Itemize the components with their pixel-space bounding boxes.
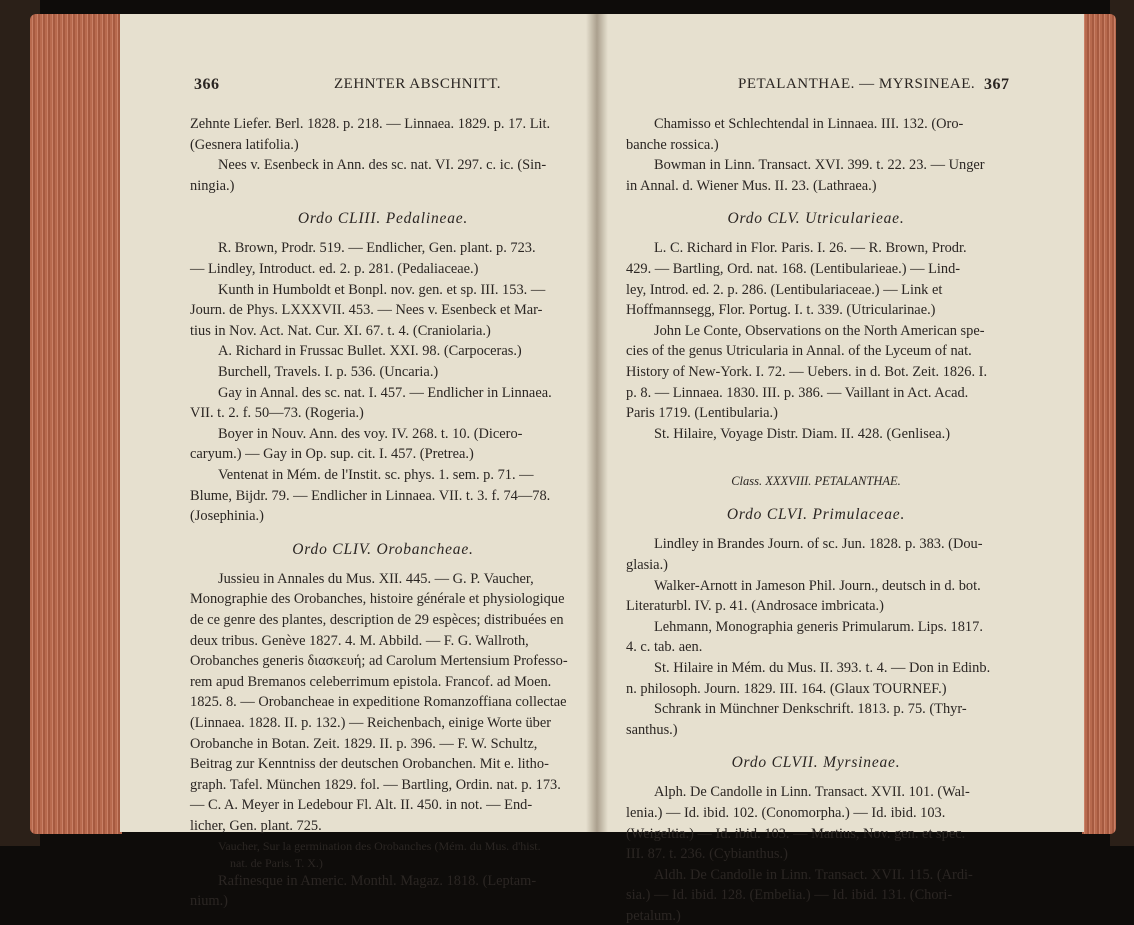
right-page-line: p. 8. — Linnaea. 1830. III. p. 386. — Vaillant in Act. Acad. (626, 384, 969, 401)
left-page-line: Zehnte Liefer. Berl. 1828. p. 218. — Linnaea. 1829. p. 17. Lit. (190, 116, 551, 132)
right-page-line: L. C. Richard in Flor. Paris. I. 26. — R. Brown, Prodr. (654, 240, 967, 257)
left-running-title: ZEHNTER ABSCHNITT. (334, 76, 502, 92)
right-page-line: ley, Introd. ed. 2. p. 286. (Lentibulariaceae.) — Link et (626, 281, 943, 298)
left-page-line: Gay in Annal. des sc. nat. I. 457. — Endlicher in Linnaea. (218, 384, 552, 401)
right-page (596, 14, 1084, 924)
left-page-line: VII. t. 2. f. 50—73. (Rogeria.) (190, 405, 364, 422)
right-page-line: Alph. De Candolle in Linn. Transact. XVII. 101. (Wal- (654, 784, 970, 801)
right-page-line: 429. — Bartling, Ord. nat. 168. (Lentibularieae.) — Lind- (626, 261, 961, 277)
left-page-line: Burchell, Travels. I. p. 536. (Uncaria.) (218, 364, 439, 380)
right-page-line: lenia.) — Id. ibid. 102. (Conomorpha.) — Id. ibid. 103. (626, 805, 946, 821)
right-page-line: Schrank in Münchner Denkschrift. 1813. p. 75. (Thyr- (654, 701, 967, 718)
right-page-line: petalum.) (626, 908, 681, 924)
right-page-line: John Le Conte, Observations on the North American spe- (654, 322, 985, 339)
left-page-line: Orobanches generis διασκευή; ad Carolum Mertensium Professo- (190, 653, 568, 670)
left-page-line: ningia.) (190, 177, 235, 194)
left-page-line: Beitrag zur Kenntniss der deutschen Orobanchen. Mit e. litho- (190, 756, 549, 773)
left-page-line: Ventenat in Mém. de l'Instit. sc. phys. 1. sem. p. 71. — (218, 467, 534, 483)
left-page-line: graph. Tafel. München 1829. fol. — Bartling, Ordin. nat. p. 173. (190, 776, 561, 793)
left-page-line: rem apud Bremanos celeberrimum epistola. Francof. ad Moen. (190, 673, 552, 690)
left-running-head (194, 76, 574, 94)
right-page-line: 4. c. tab. aen. (626, 639, 703, 656)
right-page-line: Aldh. De Candolle in Linn. Transact. XVII. 115. (Ardi- (654, 866, 973, 883)
left-page-line: nat. de Paris. T. X.) (230, 855, 323, 870)
right-running-title: PETALANTHAE. — MYRSINEAE. (738, 76, 976, 92)
left-page-line: A. Richard in Frussac Bullet. XXI. 98. (Carpoceras.) (218, 343, 522, 360)
left-page-line: Jussieu in Annales du Mus. XII. 445. — G. P. Vaucher, (218, 570, 534, 587)
right-page-line: Chamisso et Schlechtendal in Linnaea. III. 132. (Oro- (654, 116, 964, 132)
left-page-line: Monographie des Orobanches, histoire générale et physiologique (190, 591, 565, 608)
left-page-line: (Gesnera latifolia.) (190, 136, 299, 153)
right-page-number: 367 (984, 76, 1010, 93)
left-page-line: Ordo CLIV. Orobancheae. (292, 540, 474, 558)
right-page-line: n. philosoph. Journ. 1829. III. 164. (Glaux TOURNEF.) (626, 680, 947, 697)
right-page-line: sia.) — Id. ibid. 128. (Embelia.) — Id. ibid. 131. (Chori- (626, 887, 953, 904)
right-page-line: Lehmann, Monographia generis Primularum. Lips. 1817. (654, 618, 983, 635)
left-page-line: R. Brown, Prodr. 519. — Endlicher, Gen. plant. p. 723. (218, 240, 536, 257)
right-page-line: Ordo CLVI. Primulaceae. (726, 506, 906, 524)
left-page-line: (Josephinia.) (190, 508, 264, 525)
right-page-line: in Annal. d. Wiener Mus. II. 23. (Lathraea.) (626, 177, 877, 194)
left-page-line: Boyer in Nouv. Ann. des voy. IV. 268. t. 10. (Dicero- (218, 425, 523, 442)
right-page-line: III. 87. t. 236. (Cybianthus.) (626, 846, 788, 863)
left-page-line: Blume, Bijdr. 79. — Endlicher in Linnaea. VII. t. 3. f. 74—78. (190, 487, 551, 504)
left-page-number: 366 (194, 76, 220, 93)
left-page-line: — Lindley, Introduct. ed. 2. p. 281. (Pedaliaceae.) (190, 261, 479, 277)
left-page-line: (Linnaea. 1828. II. p. 132.) — Reichenbach, einige Worte über (190, 715, 552, 731)
left-page-line: — C. A. Meyer in Ledebour Fl. Alt. II. 450. in not. — End- (190, 797, 533, 814)
right-page-line: Literaturbl. IV. p. 41. (Androsace imbricata.) (626, 598, 884, 615)
left-page-line: Nees v. Esenbeck in Ann. des sc. nat. VI. 297. c. ic. (Sin- (218, 157, 547, 174)
right-page-line: (Weigeltia.) — Id. ibid. 103. — Martius, Nov. gen. et spec. (626, 825, 966, 842)
left-page-line: Ordo CLIII. Pedalineae. (297, 210, 469, 228)
left-page-line: tius in Nov. Act. Nat. Cur. XI. 67. t. 4. (Craniolaria.) (190, 322, 491, 339)
right-page-line: Hoffmannsegg, Flor. Portug. I. t. 339. (Utricularinae.) (626, 302, 936, 319)
right-page-line: Paris 1719. (Lentibularia.) (626, 405, 778, 422)
left-page-line: Rafinesque in Americ. Monthl. Magaz. 1818. (Leptam- (218, 872, 537, 889)
right-page-line: glasia.) (626, 557, 668, 573)
left-page-line: nium.) (190, 893, 228, 910)
right-page-line: banche rossica.) (626, 136, 719, 153)
right-page-line: Ordo CLVII. Myrsineae. (731, 754, 901, 772)
right-page-line: Ordo CLV. Utricularieae. (727, 210, 905, 228)
left-page-line: licher, Gen. plant. 725. (190, 818, 322, 834)
right-page-line: Class. XXXVIII. PETALANTHAE. (731, 474, 901, 489)
right-page-line: Walker-Arnott in Jameson Phil. Journ., deutsch in d. bot. (654, 577, 981, 594)
right-page-line: Bowman in Linn. Transact. XVI. 399. t. 22. 23. — Unger (654, 157, 985, 174)
book-gutter (586, 14, 608, 832)
right-page-line: cies of the genus Utricularia in Annal. of the Lyceum of nat. (626, 343, 972, 360)
right-page-line: St. Hilaire in Mém. du Mus. II. 393. t. 4. — Don in Edinb. (654, 660, 991, 676)
right-page-line: santhus.) (626, 721, 678, 738)
right-page-line: Lindley in Brandes Journ. of sc. Jun. 1828. p. 383. (Dou- (654, 536, 983, 553)
left-page-line: Kunth in Humboldt et Bonpl. nov. gen. et sp. III. 153. — (218, 281, 546, 298)
left-page-line: caryum.) — Gay in Op. sup. cit. I. 457. (Pretrea.) (190, 446, 474, 463)
left-page-line: deux tribus. Genève 1827. 4. M. Abbild. — F. G. Wallroth, (190, 632, 529, 649)
left-page (120, 14, 596, 910)
left-page-line: Orobanche in Botan. Zeit. 1829. II. p. 396. — F. W. Schultz, (190, 735, 538, 752)
left-page-line: 1825. 8. — Orobancheae in expeditione Romanzoffiana collectae (190, 694, 567, 711)
left-page-line: Vaucher, Sur la germination des Orobanches (Mém. du Mus. d'hist. (218, 838, 541, 853)
page-edges-left (30, 14, 122, 834)
right-page-line: History of New-York. I. 72. — Uebers. in d. Bot. Zeit. 1826. I. (626, 364, 988, 380)
right-page-line: St. Hilaire, Voyage Distr. Diam. II. 428. (Genlisea.) (654, 425, 951, 442)
left-page-line: de ce genre des plantes, description de 29 espèces; distribuées en (190, 612, 564, 628)
left-page-line: Journ. de Phys. LXXXVII. 453. — Nees v. Esenbeck et Mar- (190, 302, 543, 319)
page-edges-right (1082, 14, 1116, 834)
